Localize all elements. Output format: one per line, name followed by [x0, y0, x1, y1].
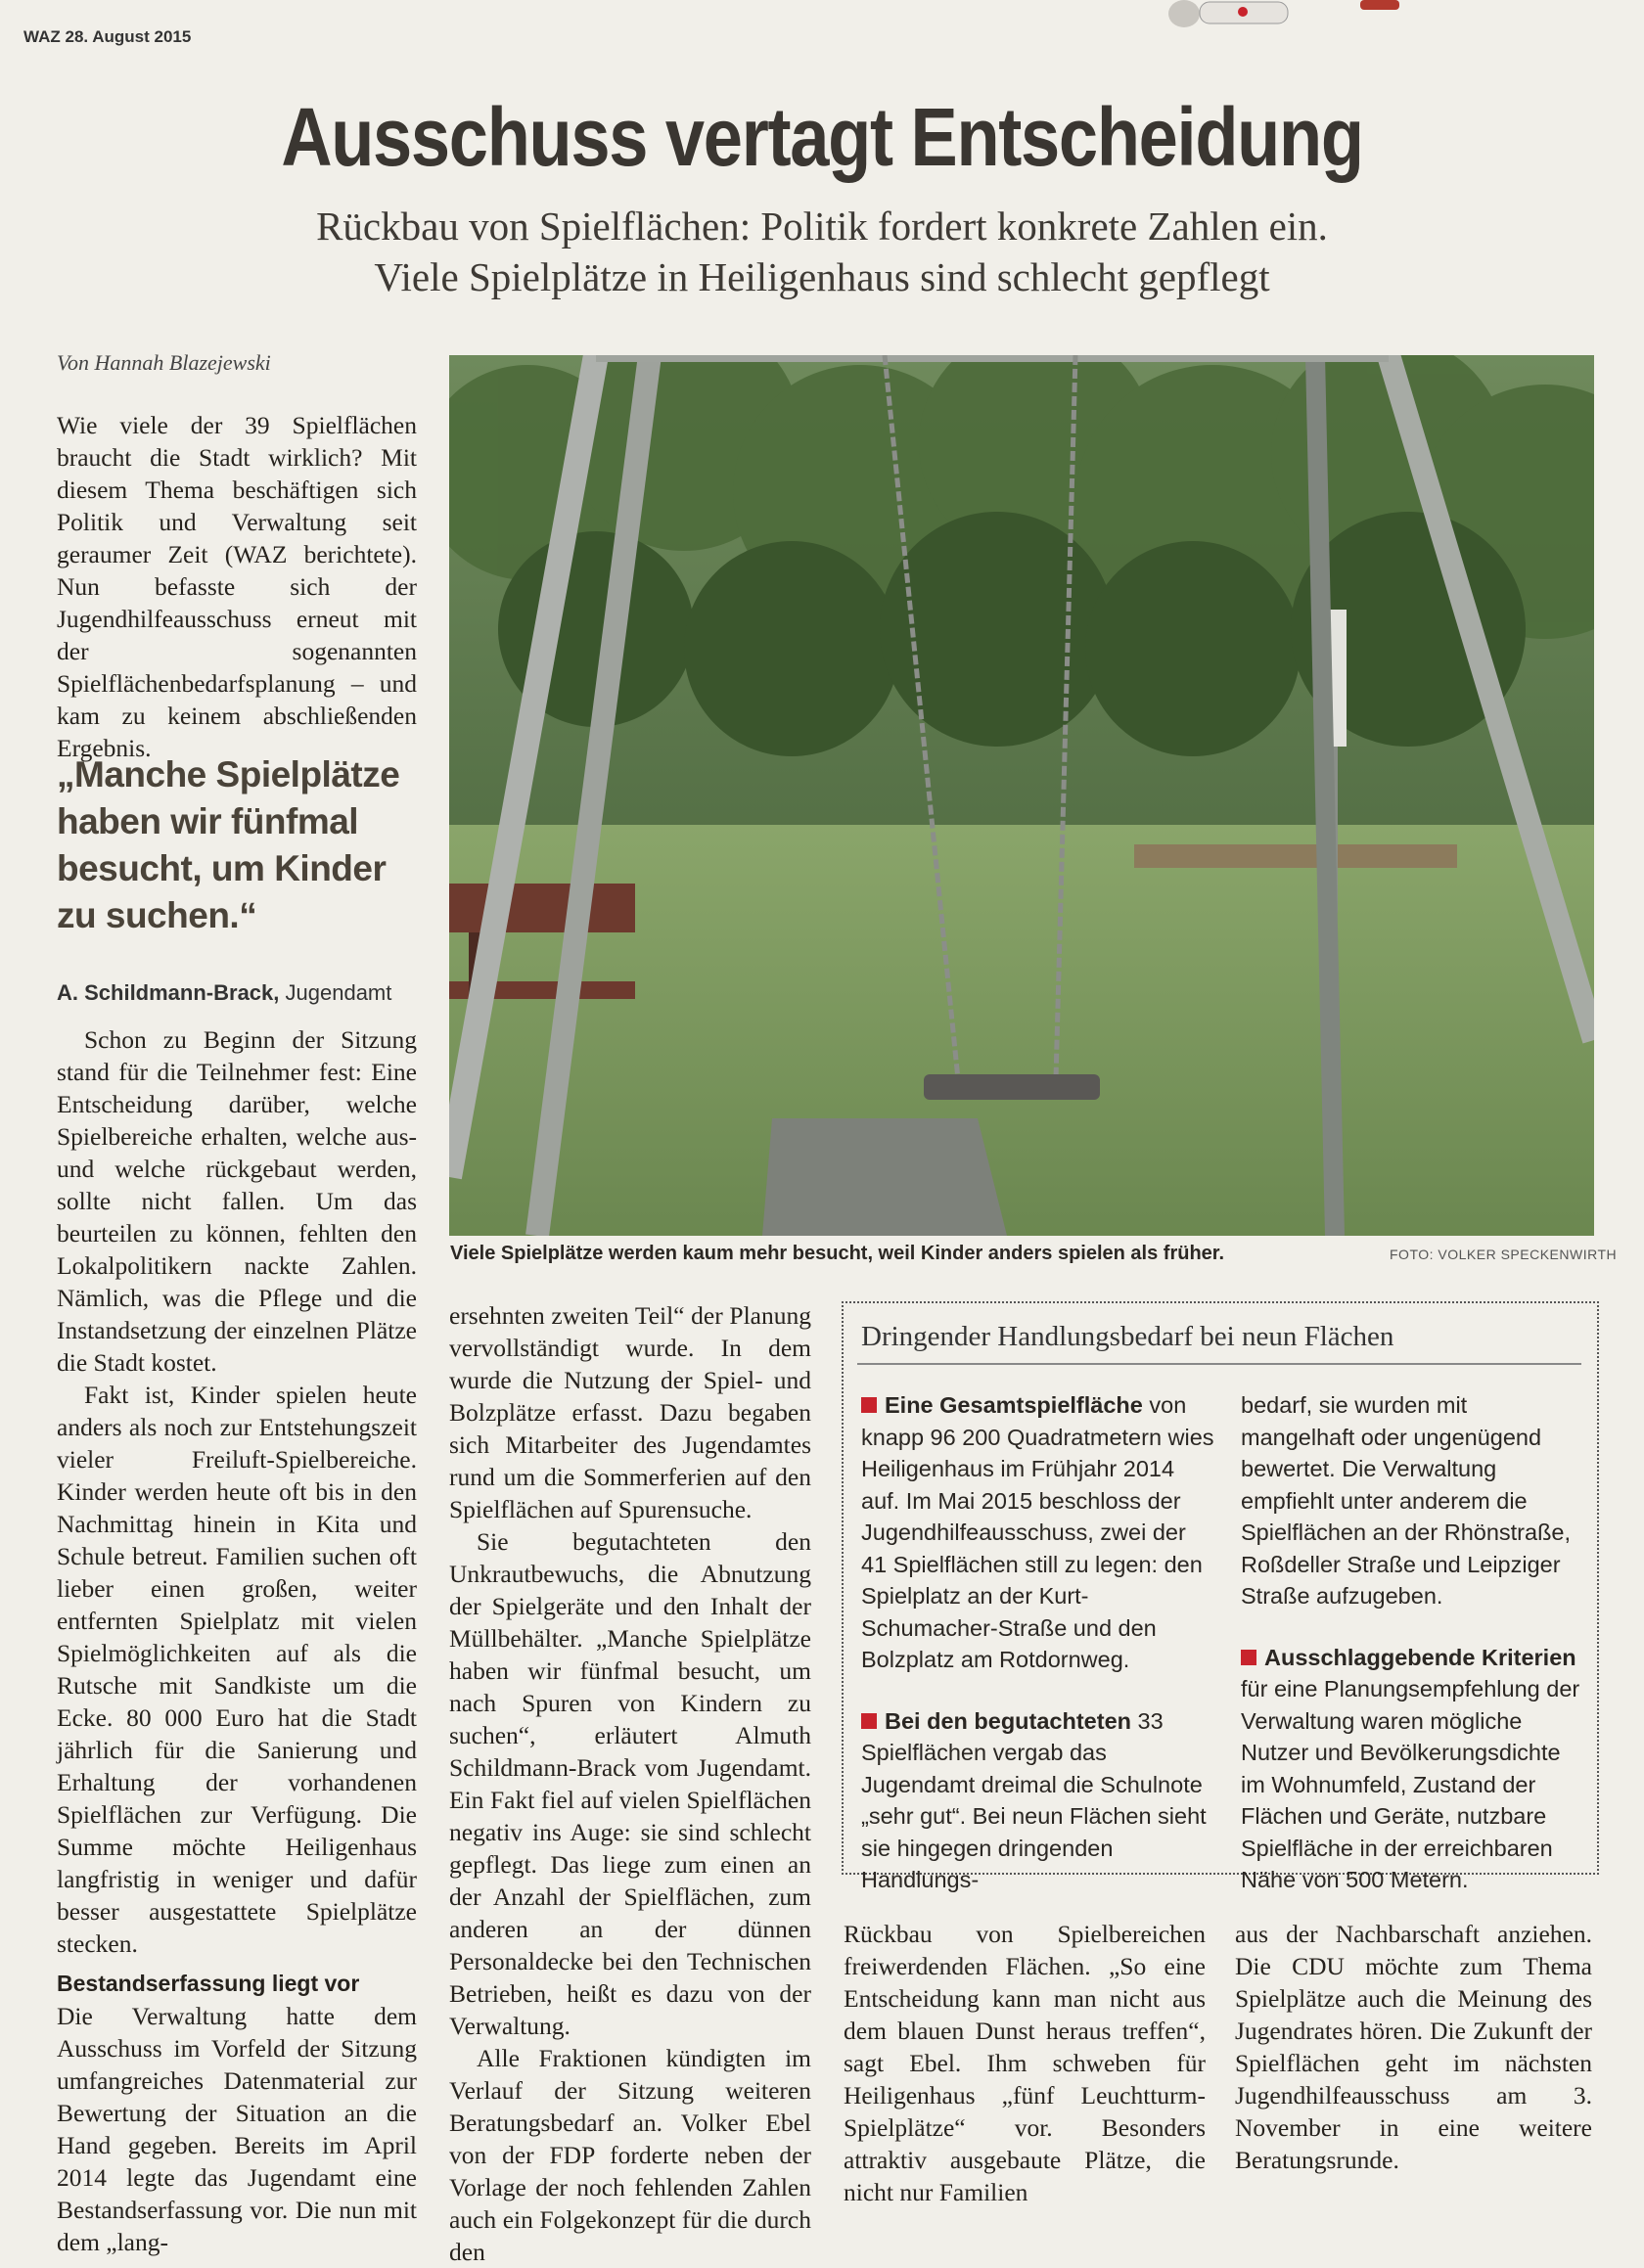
body-paragraph: Die Verwaltung hatte dem Ausschuss im Vorfeld der Sitzung umfangreiches Datenmaterial zur Bewertung der Situation an die Hand gegeben. Bereits im April 2014 legte das Jugendamt eine Bestandserfassung vor. Die nun mit dem „lang-: [57, 2002, 417, 2256]
body-paragraph: aus der Nachbarschaft anziehen. Die CDU möchte zum Thema Spielplätze auch die Meinung des Jugendrates hören. Die Zukunft der Spielflächen geht im nächsten Jugendhilfeausschuss am 3. November in eine weitere Beratungsrunde.: [1235, 1920, 1592, 2174]
info-box-title: Dringender Handlungsbedarf bei neun Flächen: [861, 1321, 1394, 1352]
pull-quote: „Manche Spielplätze haben wir fünfmal besucht, um Kinder zu suchen.“: [57, 754, 400, 935]
swing-photo: [449, 355, 1594, 1236]
info-box-column-1: [861, 1389, 1215, 1896]
body-paragraph: ersehnten zweiten Teil“ der Planung vervollständigt wurde. In dem wurde die Nutzung der Spiel- und Bolzplätze erfasst. Dazu begaben sich Mitarbeiter des Jugendamtes rund um die Sommerferien auf den Spielflächen auf Spurensuche.: [449, 1301, 811, 1523]
body-paragraph: Fakt ist, Kinder spielen heute anders als noch zur Entstehungszeit vieler Freiluft-Spielbereiche. Kinder werden heute oft bis in den Nachmittag hinein in Kita und Schule betreut. Familien suchen oft lieber einen großen, weiter entfernten Spielplatz mit vielen Spielmöglichkeiten auf als die Rutsche mit Sandkiste um die Ecke. 80 000 Euro hat die Stadt jährlich für die Sanierung und Erhaltung der vorhandenen Spielflächen zur Verfügung. Die Summe möchte Heiligenhaus langfristig in weniger und dafür besser ausgestattete Spielplätze stecken.: [57, 1381, 417, 1958]
quote-author-name: A. Schildmann-Brack,: [57, 980, 280, 1005]
article-column-1-intro: [57, 409, 417, 764]
swing-photo-illustration: [449, 355, 1594, 1236]
article-column-4: [1235, 1918, 1592, 2176]
article-headline: Ausschuss vertagt Entscheidung: [281, 91, 1363, 183]
red-square-icon: [861, 1397, 877, 1413]
newspaper-date-line: WAZ 28. August 2015: [23, 27, 192, 46]
info-box-column-2: [1241, 1389, 1585, 1896]
red-square-icon: [861, 1713, 877, 1729]
top-illustration-fragment: [1164, 0, 1399, 47]
red-square-icon: [1241, 1650, 1256, 1665]
photo-credit: FOTO: VOLKER SPECKENWIRTH: [1390, 1247, 1618, 1262]
body-paragraph: Schon zu Beginn der Sitzung stand für die Teilnehmer fest: Eine Entscheidung darüber, welche Spielbereiche erhalten, welche aus- und welche rückgebaut werden, sollte nicht fallen. Um das beurteilen zu können, fehlten den Lokalpolitikern nackte Zahlen. Nämlich, was die Pflege und die Instandsetzung der einzelnen Plätze die Stadt kostet.: [57, 1025, 417, 1377]
subheadline-line-2: Viele Spielplätze in Heiligenhaus sind schlecht gepflegt: [374, 254, 1270, 299]
pull-quote-author: [57, 980, 391, 1006]
photo-caption: Viele Spielplätze werden kaum mehr besucht, weil Kinder anders spielen als früher.: [450, 1243, 1225, 1264]
subheadline-line-1: Rückbau von Spielflächen: Politik fordert konkrete Zahlen ein.: [316, 204, 1328, 249]
author-byline: Von Hannah Blazejewski: [57, 350, 271, 375]
section-subhead: Bestandserfassung liegt vor: [57, 1971, 360, 1996]
info-item: [1241, 1642, 1585, 1896]
intro-paragraph: Wie viele der 39 Spielflächen braucht die Stadt wirklich? Mit diesem Thema beschäftigen sich Politik und Verwaltung seit geraumer Zeit (WAZ berichtete). Nun befasste sich der Jugendhilfeausschuss erneut mit der sogenannten Spielflächenbedarfsplanung – und kam zu keinem abschließenden Ergebnis.: [57, 411, 417, 762]
info-box-divider: [857, 1363, 1581, 1365]
info-item-text: für eine Planungsempfehlung der Verwaltung waren mögliche Nutzer und Bevölkerungsdichte im Wohnumfeld, Zustand der Flächen und Geräte, nutzbare Spielfläche in der erreichbaren Nähe von 500 Metern.: [1241, 1676, 1580, 1892]
body-paragraph: Alle Fraktionen kündigten im Verlauf der Sitzung weiteren Beratungsbedarf an. Volker Ebel von der FDP forderte neben der Vorlage der noch fehlenden Zahlen auch ein Folgekonzept für die durch den: [449, 2044, 811, 2266]
info-item-text: von knapp 96 200 Quadratmetern wies Heiligenhaus im Frühjahr 2014 auf. Im Mai 2015 beschloss der Jugendhilfeausschuss, zwei der 41 Spielflächen still zu legen: den Spielplatz an der Kurt-Schumacher-Straße und den Bolzplatz am Rotdornweg.: [861, 1392, 1214, 1672]
article-column-1-body: [57, 1023, 417, 2258]
info-item-lead: Ausschlaggebende Kriterien: [1264, 1644, 1576, 1670]
info-item: [861, 1705, 1215, 1896]
body-paragraph: Sie begutachteten den Unkrautbewuchs, die Abnutzung der Spielgeräte und den Inhalt der Müllbehälter. „Manche Spielplätze haben wir fünfmal besucht, um nach Spuren von Kindern zu suchen“, erläutert Almuth Schildmann-Brack vom Jugendamt. Ein Fakt fiel auf vielen Spielflächen negativ ins Auge: sie sind schlecht gepflegt. Das liege zum einen an der Anzahl der Spielflächen, zum anderen an der dünnen Personaldecke bei den Technischen Betrieben, heißt es dazu von der Verwaltung.: [449, 1527, 811, 2040]
info-item-text: 33 Spielflächen vergab das Jugendamt dreimal die Schulnote „sehr gut“. Bei neun Flächen sieht sie hingegen dringenden Handlungs-: [861, 1707, 1207, 1892]
info-item-lead: Eine Gesamtspielfläche: [885, 1392, 1143, 1418]
body-paragraph: Rückbau von Spielbereichen freiwerdenden Flächen. „So eine Entscheidung kann man nicht aus dem blauen Dunst heraus treffen“, sagt Ebel. Ihm schweben für Heiligenhaus „fünf Leuchtturm-Spielplätze“ vor. Besonders attraktiv ausgebaute Plätze, die nicht nur Familien: [844, 1920, 1206, 2206]
article-column-2: [449, 1299, 811, 2268]
article-column-3: [844, 1918, 1206, 2208]
info-item: [861, 1389, 1215, 1676]
quote-author-role: Jugendamt: [285, 980, 392, 1005]
info-item-lead: Bei den begutachteten: [885, 1707, 1132, 1734]
info-item-continuation: bedarf, sie wurden mit mangelhaft oder ungenügend bewertet. Die Verwaltung empfiehlt unter anderem die Spielflächen an der Rhönstraße, Roßdeller Straße und Leipziger Straße aufzugeben.: [1241, 1392, 1572, 1609]
